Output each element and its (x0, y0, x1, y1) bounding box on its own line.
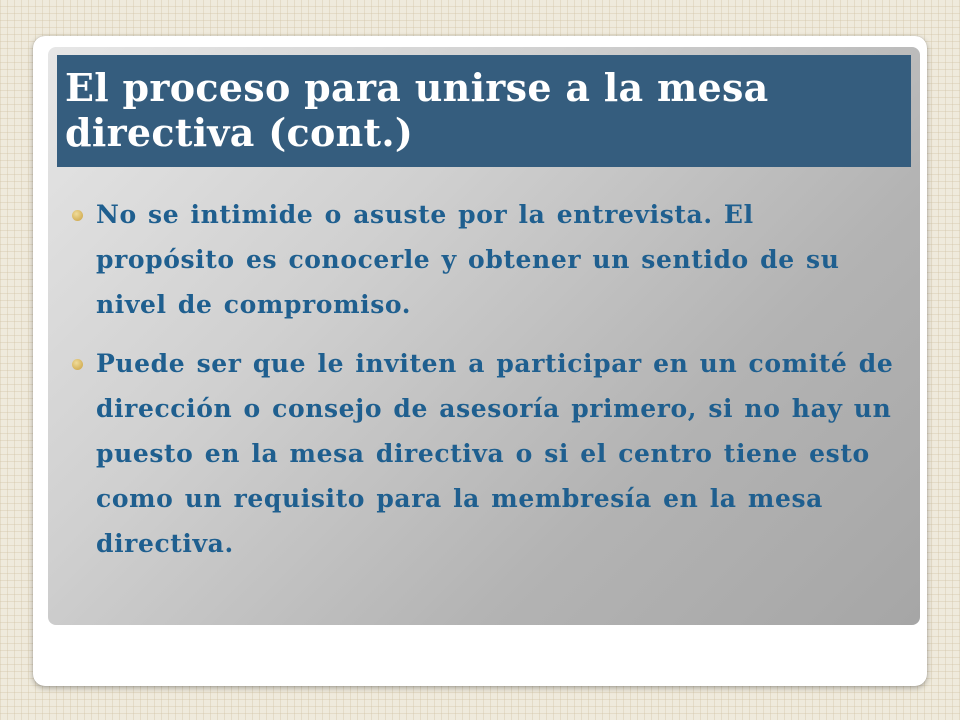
bullet-text: Puede ser que le inviten a participar en un comité de dirección o consejo de asesoría primero, si no hay un puesto en la mesa directiva o si el centro tiene esto como un requisito para la membresía en la mesa directiva. (96, 349, 894, 558)
title-bar (57, 55, 911, 167)
bullet-list (70, 192, 900, 580)
bullet-text: No se intimide o asuste por la entrevista. El propósito es conocerle y obtener un sentido de su nivel de compromiso. (96, 200, 840, 319)
bullet-dot-icon (72, 359, 83, 370)
slide-title: El proceso para unirse a la mesa directiva (cont.) (65, 65, 769, 155)
bullet-item (70, 192, 900, 327)
bullet-item (70, 341, 900, 566)
bullet-dot-icon (72, 210, 83, 221)
